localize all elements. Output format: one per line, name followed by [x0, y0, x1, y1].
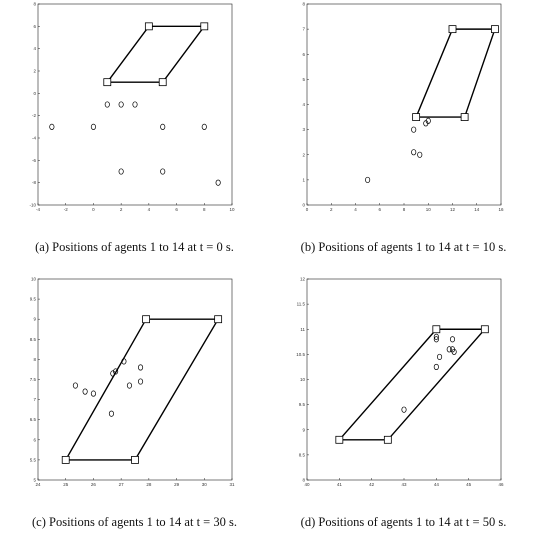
y-tick-label: 0 — [302, 202, 305, 208]
x-tick-label: 0 — [305, 207, 309, 212]
y-tick-label: 11.5 — [296, 301, 305, 307]
x-tick-label: 14 — [474, 207, 480, 212]
y-tick-label: 7 — [33, 397, 36, 403]
agent-point — [418, 152, 422, 157]
caption-d: (d) Positions of agents 1 to 14 at t = 50 s. — [300, 515, 507, 529]
agent-point — [434, 364, 438, 369]
x-tick-label: 12 — [449, 207, 456, 212]
y-tick-label: 5 — [33, 477, 36, 483]
polygon-vertex-marker — [143, 316, 150, 323]
agent-point — [412, 150, 416, 155]
agent-point — [450, 337, 454, 342]
x-tick-label: 41 — [336, 482, 342, 487]
x-tick-label: 28 — [146, 482, 152, 487]
x-tick-label: 8 — [203, 207, 206, 212]
y-tick-label: 8.5 — [29, 336, 36, 342]
y-tick-label: 8.5 — [298, 452, 305, 458]
panel-c — [0, 275, 269, 550]
caption-a: (a) Positions of agents 1 to 14 at t = 0 s. — [35, 240, 234, 254]
y-tick-label: 6 — [33, 23, 36, 29]
agent-point — [91, 124, 95, 129]
x-tick-label: -4 — [35, 207, 41, 212]
y-tick-label: 9 — [302, 427, 305, 433]
y-tick-label: 5 — [302, 76, 305, 82]
y-tick-label: 10 — [30, 276, 36, 282]
caption-c: (c) Positions of agents 1 to 14 at t = 30 s. — [32, 515, 237, 529]
x-tick-label: 2 — [119, 207, 123, 212]
x-tick-label: 45 — [466, 482, 472, 487]
x-tick-label: 8 — [402, 207, 406, 212]
x-tick-label: 42 — [369, 482, 375, 487]
polygon-vertex-marker — [145, 23, 152, 30]
x-tick-label: 6 — [378, 207, 382, 212]
agent-point — [127, 383, 131, 388]
y-tick-label: 1 — [302, 177, 305, 183]
x-tick-label: 10 — [229, 207, 235, 212]
y-tick-label: 8 — [302, 477, 305, 483]
y-tick-label: 6 — [302, 51, 305, 57]
x-tick-label: 4 — [147, 207, 151, 212]
y-tick-label: -10 — [29, 202, 36, 208]
agent-point — [138, 365, 142, 370]
agent-point — [109, 411, 113, 416]
formation-polygon — [339, 329, 485, 440]
x-tick-label: 10 — [425, 207, 431, 212]
x-tick-label: 0 — [92, 207, 95, 212]
agent-point — [402, 407, 406, 412]
polygon-vertex-marker — [481, 326, 488, 333]
y-tick-label: 8 — [302, 1, 305, 7]
scatter-plot-a — [0, 0, 269, 240]
x-tick-label: 4 — [354, 207, 357, 212]
y-tick-label: 10.5 — [296, 351, 305, 357]
polygon-vertex-marker — [62, 456, 69, 463]
x-tick-label: 44 — [433, 482, 439, 487]
polygon-vertex-marker — [449, 26, 456, 33]
y-tick-label: 8 — [33, 356, 36, 362]
y-tick-label: 9 — [33, 316, 36, 322]
y-tick-label: 8 — [33, 1, 36, 7]
y-tick-label: 4 — [33, 46, 36, 52]
x-tick-label: 2 — [329, 207, 333, 212]
agent-point — [412, 127, 416, 132]
plot-frame — [38, 279, 232, 480]
agent-point — [50, 124, 54, 129]
agent-point — [83, 389, 87, 394]
polygon-vertex-marker — [132, 456, 139, 463]
polygon-vertex-marker — [433, 326, 440, 333]
x-tick-label: 30 — [201, 482, 207, 487]
polygon-vertex-marker — [384, 436, 391, 443]
plot-frame — [38, 4, 232, 205]
scatter-plot-d — [269, 275, 538, 515]
agent-point — [437, 354, 441, 359]
y-tick-label: 2 — [302, 152, 305, 158]
x-tick-label: 26 — [90, 482, 96, 487]
y-tick-label: -2 — [31, 113, 36, 119]
y-tick-label: -6 — [31, 157, 36, 163]
y-tick-label: -8 — [31, 180, 36, 186]
y-tick-label: 7.5 — [29, 377, 36, 382]
x-tick-label: 29 — [174, 482, 180, 487]
polygon-vertex-marker — [461, 114, 468, 121]
y-tick-label: 6.5 — [29, 417, 36, 423]
x-tick-label: 16 — [498, 207, 504, 212]
y-tick-label: 11 — [300, 326, 305, 332]
polygon-vertex-marker — [104, 79, 111, 86]
x-tick-label: 6 — [175, 207, 178, 212]
agent-point — [138, 379, 142, 384]
polygon-vertex-marker — [159, 79, 166, 86]
x-tick-label: 27 — [118, 482, 124, 487]
formation-polygon — [66, 319, 218, 460]
x-tick-label: 25 — [63, 482, 69, 487]
polygon-vertex-marker — [215, 316, 222, 323]
x-tick-label: 31 — [229, 482, 235, 487]
y-tick-label: 7 — [302, 26, 305, 32]
y-tick-label: 2 — [33, 68, 36, 74]
y-tick-label: 12 — [299, 276, 305, 282]
formation-polygon — [416, 29, 495, 117]
panel-d — [269, 275, 538, 550]
agent-point — [133, 102, 137, 107]
scatter-plot-b — [269, 0, 538, 240]
x-tick-label: -2 — [63, 207, 68, 212]
agent-point — [161, 124, 165, 129]
polygon-vertex-marker — [413, 114, 420, 121]
agent-point — [119, 169, 123, 174]
agent-point — [161, 169, 165, 174]
x-tick-label: 43 — [401, 482, 407, 487]
polygon-vertex-marker — [336, 436, 343, 443]
x-tick-label: 24 — [35, 482, 41, 487]
y-tick-label: 6 — [33, 437, 36, 443]
polygon-vertex-marker — [491, 26, 498, 33]
agent-point — [73, 383, 77, 388]
agent-point — [105, 102, 109, 107]
x-tick-label: 40 — [304, 482, 310, 487]
formation-polygon — [107, 26, 204, 82]
y-tick-label: 10 — [299, 377, 305, 382]
panel-b — [269, 0, 538, 275]
y-tick-label: 0 — [33, 90, 36, 96]
y-tick-label: 4 — [302, 102, 305, 107]
y-tick-label: 9.5 — [29, 296, 36, 302]
agent-point — [365, 177, 369, 182]
polygon-vertex-marker — [201, 23, 208, 30]
plot-frame — [307, 279, 501, 480]
agent-point — [119, 102, 123, 107]
agent-point — [91, 391, 95, 396]
caption-b: (b) Positions of agents 1 to 14 at t = 10 s. — [300, 240, 507, 254]
agent-point — [216, 180, 220, 185]
agent-point — [202, 124, 206, 129]
x-tick-label: 46 — [498, 482, 504, 487]
plot-frame — [307, 4, 501, 205]
panel-a — [0, 0, 269, 275]
y-tick-label: 3 — [302, 127, 305, 133]
y-tick-label: 9.5 — [298, 402, 305, 408]
scatter-plot-c — [0, 275, 269, 515]
y-tick-label: -4 — [31, 135, 36, 141]
y-tick-label: 5.5 — [29, 457, 36, 463]
